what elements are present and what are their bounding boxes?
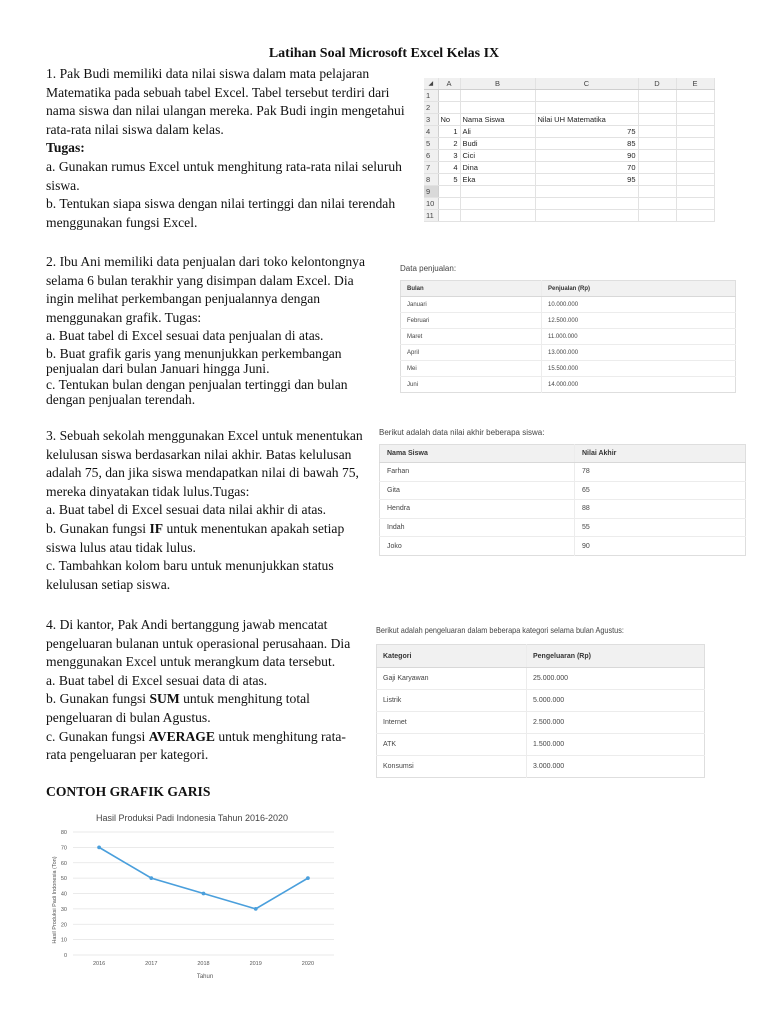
- chart-background: [44, 806, 340, 984]
- cell-b[interactable]: [460, 90, 535, 102]
- table-cell: 88: [575, 500, 746, 519]
- cell-d[interactable]: [638, 174, 676, 186]
- question-1: [46, 65, 416, 232]
- cell-b[interactable]: Nama Siswa: [460, 114, 535, 126]
- excel-row: [424, 174, 714, 186]
- y-tick-label: 60: [60, 860, 67, 867]
- cell-e[interactable]: [676, 102, 714, 114]
- cell-e[interactable]: [676, 90, 714, 102]
- table-cell: Maret: [401, 329, 542, 345]
- cell-e[interactable]: [676, 150, 714, 162]
- cell-d[interactable]: [638, 150, 676, 162]
- question-3-task-c: c. Tambahkan kolom baru untuk menunjukkan status kelulusan setiap siswa.: [46, 558, 334, 592]
- table-2-caption: Data penjualan:: [400, 264, 457, 273]
- table-row: [401, 329, 736, 345]
- question-1-task-b: b. Tentukan siapa siswa dengan nilai tertinggi dan nilai terendah menggunakan fungsi Excel.: [46, 196, 396, 230]
- cell-c[interactable]: [535, 102, 638, 114]
- excel-column-headers: [424, 78, 714, 90]
- question-4-task-a: a. Buat tabel di Excel sesuai data di atas.: [46, 672, 268, 688]
- table-cell: 90: [575, 537, 746, 556]
- cell-d[interactable]: [638, 126, 676, 138]
- excel-row: [424, 210, 714, 222]
- data-point: [306, 876, 310, 880]
- y-tick-label: 0: [63, 953, 67, 959]
- line-chart: [44, 806, 340, 984]
- question-2-task-a: a. Buat tabel di Excel sesuai data penjualan di atas.: [46, 328, 324, 344]
- y-tick-label: 20: [60, 922, 67, 929]
- row-header[interactable]: 5: [424, 138, 438, 150]
- table-cell: 55: [575, 518, 746, 537]
- cell-b[interactable]: Dina: [460, 162, 535, 174]
- cell-e[interactable]: [676, 210, 714, 222]
- table-cell: 65: [575, 481, 746, 500]
- row-header[interactable]: 8: [424, 174, 438, 186]
- question-3-task-b-text: b. Gunakan fungsi: [46, 520, 150, 536]
- table-header: Nilai Akhir: [575, 445, 746, 463]
- cell-e[interactable]: [676, 126, 714, 138]
- function-sum: SUM: [149, 691, 180, 707]
- x-tick-label: 2020: [301, 961, 315, 967]
- cell-c[interactable]: 95: [535, 174, 638, 186]
- question-3-task-b: [46, 520, 366, 557]
- y-tick-label: 50: [60, 876, 67, 883]
- table-cell: Farhan: [380, 463, 575, 482]
- table-cell: Listrik: [377, 690, 527, 712]
- table-cell: 2.500.000: [527, 712, 705, 734]
- cell-d[interactable]: [638, 186, 676, 198]
- y-axis-label: Hasil Produksi Padi Indonesia (Ton): [52, 856, 58, 944]
- question-1-task-a: a. Gunakan rumus Excel untuk menghitung rata-rata nilai seluruh siswa.: [46, 158, 402, 193]
- question-1-tugas: Tugas:: [46, 140, 85, 156]
- cell-c[interactable]: [535, 186, 638, 198]
- question-2-intro: 2. Ibu Ani memiliki data penjualan dari toko kelontongnya selama 6 bulan terakhir yang disimpan dalam Excel. Dia ingin melihat perkembangan penjualannya dengan menggunakan grafik. Tugas:: [46, 254, 366, 325]
- question-4-task-b: [46, 690, 358, 727]
- excel-row: [424, 198, 714, 210]
- table-row: [380, 537, 746, 556]
- cell-b[interactable]: [460, 210, 535, 222]
- table-row: [380, 518, 746, 537]
- cell-a[interactable]: 4: [438, 162, 460, 174]
- question-3-task-b-rest: untuk menentukan apakah setiap siswa lulus atau tidak lulus.: [46, 520, 345, 555]
- row-header[interactable]: 3: [424, 114, 438, 126]
- question-2: [46, 253, 376, 408]
- question-4-task-c-rest: untuk menghitung rata-rata pengeluaran per kategori.: [46, 728, 346, 763]
- table-cell: 10.000.000: [542, 297, 736, 313]
- table-cell: Juni: [401, 377, 542, 393]
- table-cell: Konsumsi: [377, 756, 527, 778]
- excel-row: [424, 126, 714, 138]
- cell-d[interactable]: [638, 210, 676, 222]
- cell-c[interactable]: Nilai UH Matematika: [535, 114, 638, 126]
- table-cell: 25.000.000: [527, 668, 705, 690]
- cell-a[interactable]: 5: [438, 174, 460, 186]
- table-row: [380, 463, 746, 482]
- cell-a[interactable]: 1: [438, 126, 460, 138]
- cell-e[interactable]: [676, 186, 714, 198]
- example-heading: CONTOH GRAFIK GARIS: [46, 784, 211, 799]
- x-tick-label: 2019: [249, 961, 262, 967]
- table-cell: April: [401, 345, 542, 361]
- table-header: Penjualan (Rp): [542, 281, 736, 297]
- final-score-table: [379, 444, 746, 556]
- table-row: [401, 297, 736, 313]
- select-all-corner[interactable]: ◢: [424, 78, 438, 90]
- table-cell: Joko: [380, 537, 575, 556]
- y-tick-label: 30: [60, 906, 67, 913]
- function-average: AVERAGE: [148, 728, 215, 744]
- question-4-task-b-rest: untuk menghitung total pengeluaran di bulan Agustus.: [46, 691, 310, 725]
- cell-a[interactable]: [438, 102, 460, 114]
- cell-d[interactable]: [638, 198, 676, 210]
- excel-row: [424, 90, 714, 102]
- cell-d[interactable]: [638, 102, 676, 114]
- cell-d[interactable]: [638, 138, 676, 150]
- excel-row: [424, 150, 714, 162]
- cell-e[interactable]: [676, 162, 714, 174]
- question-3-task-a: a. Buat tabel di Excel sesuai data nilai akhir di atas.: [46, 502, 327, 518]
- table-4-caption: Berikut adalah pengeluaran dalam beberapa kategori selama bulan Agustus:: [376, 625, 624, 635]
- row-header[interactable]: 1: [424, 90, 438, 102]
- table-row: [377, 668, 705, 690]
- table-cell: Hendra: [380, 500, 575, 519]
- table-row: [377, 712, 705, 734]
- cell-e[interactable]: [676, 138, 714, 150]
- page-title: Latihan Soal Microsoft Excel Kelas IX: [268, 46, 500, 61]
- cell-c[interactable]: 90: [535, 150, 638, 162]
- row-header[interactable]: 2: [424, 102, 438, 114]
- cell-c[interactable]: 75: [535, 126, 638, 138]
- cell-a[interactable]: No: [438, 114, 460, 126]
- table-cell: Februari: [401, 313, 542, 329]
- table-row: [380, 481, 746, 500]
- row-header[interactable]: 10: [424, 198, 438, 210]
- cell-e[interactable]: [676, 114, 714, 126]
- table-cell: 11.000.000: [542, 329, 736, 345]
- cell-a[interactable]: [438, 210, 460, 222]
- table-row: [401, 313, 736, 329]
- expense-table: [376, 644, 705, 778]
- row-header[interactable]: 7: [424, 162, 438, 174]
- row-header[interactable]: 11: [424, 210, 438, 222]
- table-cell: Internet: [377, 712, 527, 734]
- cell-e[interactable]: [676, 174, 714, 186]
- data-point: [202, 892, 206, 896]
- table-cell: 15.500.000: [542, 361, 736, 377]
- sales-table: [400, 280, 736, 393]
- table-cell: 1.500.000: [527, 734, 705, 756]
- question-1-intro: 1. Pak Budi memiliki data nilai siswa dalam mata pelajaran Matematika pada sebuah tabel Excel. Tabel tersebut terdiri dari nama siswa dan nilai ulangan mereka. Pak Budi ingin mengetahui rata-rata nilai siswa dalam kelas.: [46, 66, 405, 137]
- table-cell: Gaji Karyawan: [377, 668, 527, 690]
- x-tick-label: 2016: [92, 961, 106, 967]
- row-header[interactable]: 6: [424, 150, 438, 162]
- table-cell: 12.500.000: [542, 313, 736, 329]
- cell-c[interactable]: 70: [535, 162, 638, 174]
- cell-c[interactable]: [535, 90, 638, 102]
- table-row: [401, 377, 736, 393]
- table-cell: ATK: [377, 734, 527, 756]
- question-3: [46, 427, 366, 594]
- table-header: Kategori: [377, 645, 527, 668]
- table-row: [377, 690, 705, 712]
- cell-d[interactable]: [638, 114, 676, 126]
- excel-row: [424, 102, 714, 114]
- excel-sheet: [424, 78, 714, 222]
- y-tick-label: 10: [60, 937, 67, 944]
- table-cell: Mei: [401, 361, 542, 377]
- table-cell: 5.000.000: [527, 690, 705, 712]
- cell-e[interactable]: [676, 198, 714, 210]
- table-header: Nama Siswa: [380, 445, 575, 463]
- table-cell: 13.000.000: [542, 345, 736, 361]
- cell-a[interactable]: [438, 90, 460, 102]
- cell-b[interactable]: [460, 102, 535, 114]
- question-4-task-c-text: c. Gunakan fungsi: [46, 728, 149, 744]
- excel-row: [424, 162, 714, 174]
- table-cell: 78: [575, 463, 746, 482]
- cell-a[interactable]: [438, 198, 460, 210]
- y-tick-label: 80: [60, 830, 67, 836]
- x-tick-label: 2018: [197, 961, 210, 967]
- question-4-task-c: [46, 728, 358, 765]
- table-3-caption: Berikut adalah data nilai akhir beberapa siswa:: [379, 428, 545, 437]
- cell-b[interactable]: Budi: [460, 138, 535, 150]
- data-point: [149, 876, 153, 880]
- chart-title: Hasil Produksi Padi Indonesia Tahun 2016-2020: [96, 813, 288, 823]
- table-row: [377, 756, 705, 778]
- cell-a[interactable]: [438, 186, 460, 198]
- x-tick-label: 2017: [145, 961, 158, 967]
- data-point: [97, 845, 101, 849]
- table-row: [401, 345, 736, 361]
- table-cell: Indah: [380, 518, 575, 537]
- question-4-task-b-text: b. Gunakan fungsi: [46, 691, 150, 707]
- table-cell: 14.000.000: [542, 377, 736, 393]
- cell-b[interactable]: Cici: [460, 150, 535, 162]
- data-point: [254, 907, 258, 911]
- table-cell: 3.000.000: [527, 756, 705, 778]
- row-header[interactable]: 4: [424, 126, 438, 138]
- cell-b[interactable]: Eka: [460, 174, 535, 186]
- table-cell: Januari: [401, 297, 542, 313]
- table-row: [401, 361, 736, 377]
- question-4-intro: 4. Di kantor, Pak Andi bertanggung jawab mencatat pengeluaran bulanan untuk operasional perusahaan. Dia menggunakan Excel untuk merangkum data tersebut.: [46, 617, 351, 670]
- column-header[interactable]: E: [676, 78, 714, 90]
- cell-b[interactable]: [460, 198, 535, 210]
- cell-a[interactable]: 3: [438, 150, 460, 162]
- x-axis-label: Tahun: [196, 974, 214, 980]
- column-header[interactable]: A: [438, 78, 460, 90]
- y-tick-label: 70: [60, 845, 67, 852]
- cell-c[interactable]: 85: [535, 138, 638, 150]
- question-2-task-c: c. Tentukan bulan dengan penjualan tertinggi dan bulan dengan penjualan terendah.: [46, 376, 348, 408]
- row-header[interactable]: 9: [424, 186, 438, 198]
- table-cell: Gita: [380, 481, 575, 500]
- cell-b[interactable]: Ali: [460, 126, 535, 138]
- cell-b[interactable]: [460, 186, 535, 198]
- column-header[interactable]: B: [460, 78, 535, 90]
- function-if: IF: [149, 520, 164, 536]
- cell-c[interactable]: [535, 198, 638, 210]
- question-2-task-b: b. Buat grafik garis yang menunjukkan perkembangan penjualan dari bulan Januari hingga Juni.: [46, 345, 342, 377]
- excel-row: [424, 114, 714, 126]
- table-header: Bulan: [401, 281, 542, 297]
- cell-d[interactable]: [638, 162, 676, 174]
- column-header[interactable]: D: [638, 78, 676, 90]
- table-row: [377, 734, 705, 756]
- cell-c[interactable]: [535, 210, 638, 222]
- excel-row: [424, 138, 714, 150]
- y-tick-label: 40: [60, 891, 67, 898]
- question-3-intro: 3. Sebuah sekolah menggunakan Excel untuk menentukan kelulusan siswa berdasarkan nilai akhir. Batas kelulusan adalah 75, dan jika siswa mendapatkan nilai di bawah 75, mereka dinyatakan tidak lulus.Tugas:: [46, 428, 363, 499]
- table-header: Pengeluaran (Rp): [527, 645, 705, 668]
- cell-a[interactable]: 2: [438, 138, 460, 150]
- table-row: [380, 500, 746, 519]
- cell-d[interactable]: [638, 90, 676, 102]
- question-4: [46, 616, 358, 765]
- column-header[interactable]: C: [535, 78, 638, 90]
- excel-row: [424, 186, 714, 198]
- excel-grid: [424, 78, 715, 222]
